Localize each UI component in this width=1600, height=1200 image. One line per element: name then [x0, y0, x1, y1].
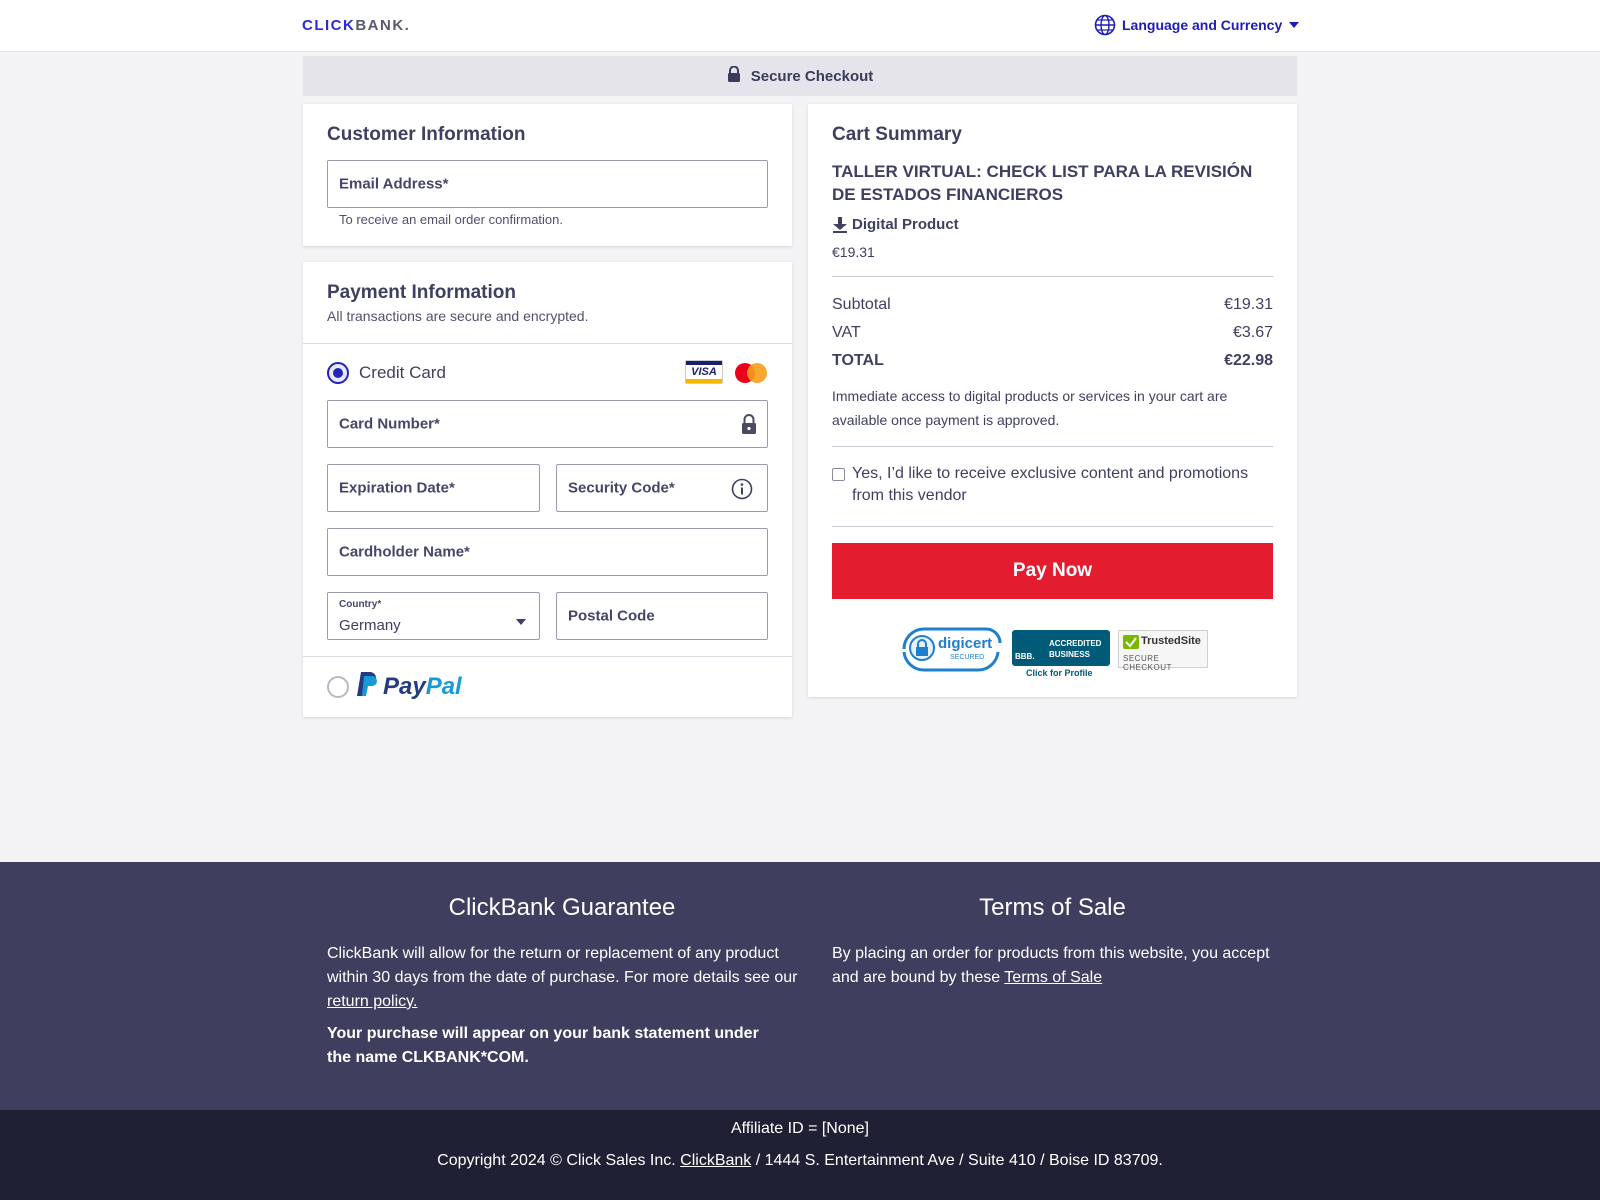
- trustedsite-sub: SECURE CHECKOUT: [1123, 654, 1172, 672]
- digicert-text: digicert: [938, 635, 993, 652]
- expiration-date-label: Expiration Date*: [339, 479, 455, 497]
- digicert-sub: SECURED: [950, 654, 985, 661]
- payment-subtitle: All transactions are secure and encrypted.: [327, 308, 589, 324]
- trustedsite-text: TrustedSite: [1141, 635, 1201, 647]
- bbb-profile: Click for Profile: [1026, 668, 1093, 678]
- payment-divider-bottom: [303, 656, 792, 657]
- payment-information-title: Payment Information: [327, 282, 516, 303]
- visa-text: VISA: [691, 366, 717, 378]
- country-label: Country*: [339, 599, 382, 610]
- paypal-p-icon: [355, 670, 379, 703]
- subtotal-label: Subtotal: [832, 296, 891, 313]
- statement-text: Your purchase will appear on your bank statement under the name CLKBANK*COM.: [327, 1025, 759, 1066]
- bbb-badge[interactable]: [1012, 630, 1110, 680]
- paypal-logo[interactable]: [355, 670, 462, 703]
- email-field-label: Email Address*: [339, 175, 449, 193]
- clickbank-link[interactable]: ClickBank: [680, 1152, 752, 1169]
- copyright: Copyright 2024 © Click Sales Inc. ClickBank / 1444 S. Entertainment Ave / Suite 410 / Boise ID 83709.: [437, 1152, 1163, 1169]
- guarantee-title: ClickBank Guarantee: [448, 894, 676, 921]
- terms-text: By placing an order for products from this website, you accept and are bound by these Terms of Sale: [832, 945, 1270, 986]
- secure-checkout-bar: [303, 56, 1297, 96]
- product-price: €19.31: [832, 244, 875, 260]
- total-label: TOTAL: [832, 352, 884, 369]
- pay-now-button[interactable]: Pay Now: [832, 543, 1273, 599]
- email-field[interactable]: [327, 160, 768, 208]
- paypal-radio[interactable]: [327, 676, 349, 698]
- email-hint: To receive an email order confirmation.: [339, 212, 563, 227]
- total-value: €22.98: [1224, 352, 1273, 369]
- card-number-label: Card Number*: [339, 415, 440, 433]
- digicert-badge[interactable]: [898, 626, 1004, 672]
- vat-value: €3.67: [1232, 324, 1273, 341]
- customer-information-card: [303, 104, 792, 246]
- postal-code-label: Postal Code: [568, 607, 655, 625]
- product-name: TALLER VIRTUAL: CHECK LIST PARA LA REVISIÓN DE ESTADOS FINANCIEROS: [832, 162, 1253, 204]
- terms-title: Terms of Sale: [979, 894, 1126, 921]
- globe-icon: [1094, 14, 1116, 36]
- product-type: Digital Product: [852, 216, 959, 233]
- bottom-bar: [0, 1110, 1600, 1200]
- cardholder-name-label: Cardholder Name*: [339, 543, 470, 561]
- paypal-pal-text: Pal: [425, 672, 462, 700]
- cardholder-name-field[interactable]: [327, 528, 768, 576]
- bbb-line1: ACCREDITED: [1049, 639, 1102, 648]
- cart-divider-3: [832, 526, 1273, 527]
- cart-summary-card: [808, 104, 1297, 697]
- payment-information-card: [303, 262, 792, 717]
- cart-summary-title: Cart Summary: [832, 124, 962, 145]
- country-select[interactable]: [327, 592, 540, 640]
- customer-information-title: Customer Information: [327, 124, 526, 145]
- optin-label[interactable]: Yes, I’d like to receive exclusive content and promotions from this vendor: [852, 465, 1249, 504]
- terms-of-sale-link[interactable]: Terms of Sale: [1004, 969, 1103, 986]
- subtotal-value: €19.31: [1224, 296, 1273, 313]
- clickbank-logo[interactable]: CLICKBANK.: [302, 17, 411, 34]
- bbb-logo-text: BBB.: [1015, 652, 1035, 661]
- cart-divider-1: [832, 276, 1273, 277]
- access-note: Immediate access to digital products or services in your cart are available once payment is approved.: [832, 388, 1228, 428]
- return-policy-link[interactable]: return policy.: [327, 993, 418, 1010]
- security-code-field[interactable]: [556, 464, 768, 512]
- postal-code-field[interactable]: [556, 592, 768, 640]
- language-currency-label: Language and Currency: [1122, 17, 1283, 33]
- secure-checkout-label: Secure Checkout: [750, 67, 874, 85]
- caret-down-icon: [1288, 21, 1300, 29]
- lock-icon: [741, 414, 757, 439]
- optin-checkbox[interactable]: [832, 468, 845, 481]
- download-icon: [832, 216, 848, 239]
- credit-card-radio[interactable]: [327, 362, 349, 384]
- lock-icon: [727, 66, 741, 86]
- footer: [0, 862, 1600, 1110]
- caret-down-icon: [515, 613, 527, 631]
- bbb-line2: BUSINESS: [1049, 650, 1090, 659]
- visa-icon: [685, 360, 723, 384]
- cart-divider-2: [832, 446, 1273, 447]
- top-bar: [0, 0, 1600, 52]
- country-value: Germany: [339, 617, 401, 634]
- card-number-field[interactable]: [327, 400, 768, 448]
- guarantee-text: ClickBank will allow for the return or replacement of any product within 30 days from the date of purchase. For more details see our return policy.: [327, 945, 798, 1010]
- check-icon: [1123, 635, 1139, 654]
- security-code-label: Security Code*: [568, 479, 675, 497]
- trustedsite-badge[interactable]: [1118, 630, 1208, 672]
- language-currency-button[interactable]: [1094, 14, 1300, 36]
- paypal-pay-text: Pay: [383, 672, 426, 700]
- mastercard-icon: [733, 362, 769, 384]
- info-icon[interactable]: [731, 478, 753, 505]
- affiliate-id: Affiliate ID = [None]: [731, 1120, 869, 1137]
- vat-label: VAT: [832, 324, 861, 341]
- payment-divider-top: [303, 343, 792, 344]
- credit-card-label[interactable]: Credit Card: [359, 363, 446, 382]
- expiration-date-field[interactable]: [327, 464, 540, 512]
